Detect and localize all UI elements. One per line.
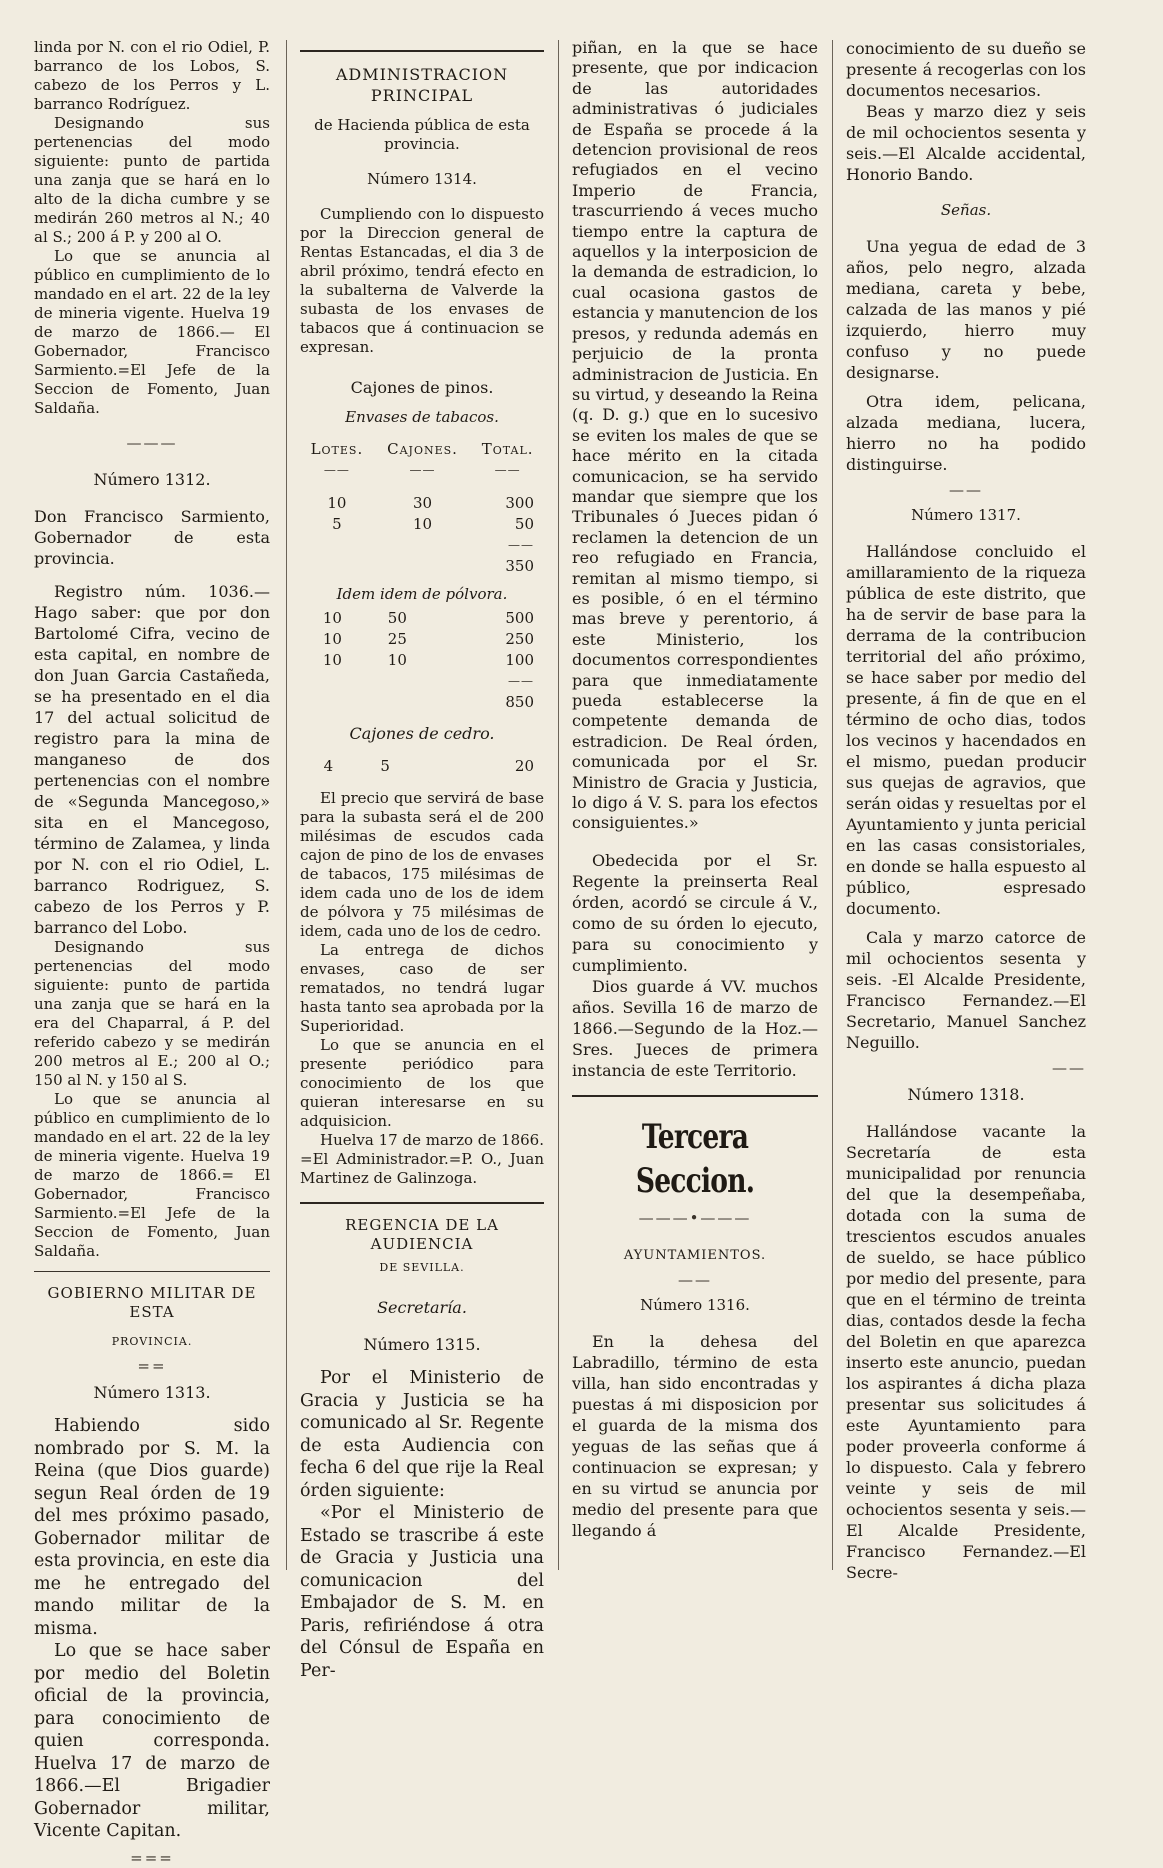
column-header: Total. bbox=[481, 440, 534, 458]
paragraph: Cala y marzo catorce de mil ochocientos sesenta y seis. -El Alcalde Presidente, Francisco Fernandez.—El Secretario, Manuel Sanchez Neguillo. bbox=[846, 928, 1086, 1052]
paragraph: Habiendo sido nombrado por S. M. la Reina (que Dios guarde) segun Real órden de 19 del mes próximo pasado, Gobernador militar de esta provincia, en este dia me he entregado del mando militar de la misma. bbox=[34, 1416, 270, 1639]
paragraph: Lo que se anuncia en el presente periódico para conocimiento de los que quieran interesarse en su adquisicion. bbox=[300, 1036, 544, 1130]
paragraph: Huelva 17 de marzo de 1866. =El Administrador.=P. O., Juan Martinez de Galinzoga. bbox=[300, 1131, 544, 1187]
notice-number: Número 1315. bbox=[363, 1335, 481, 1354]
notice-number: Número 1314. bbox=[367, 170, 477, 188]
lots-table bbox=[300, 439, 544, 577]
column-rule bbox=[558, 40, 559, 1570]
table-cell: 10 bbox=[322, 609, 342, 627]
separator: —— bbox=[949, 481, 983, 499]
table-cell: 5 bbox=[332, 515, 342, 533]
table-row bbox=[300, 650, 544, 671]
column-rule bbox=[286, 40, 287, 1570]
table-cell: 30 bbox=[413, 494, 433, 512]
paragraph: Designando sus pertenencias del modo siguiente: punto de partida una zanja que se hará en la era del Chaparral, á P. del referido cabezo y se medirán 200 metros al E.; 200 al O.; 150 al N. y 150 al S. bbox=[34, 938, 270, 1089]
table-row bbox=[300, 629, 544, 650]
table-cell: 20 bbox=[514, 757, 534, 775]
section-title: REGENCIA DE LA AUDIENCIA bbox=[345, 1216, 499, 1253]
paragraph: Cumpliendo con lo dispuesto por la Direccion general de Rentas Estancadas, el dia 3 de abril próximo, tendrá efecto en la subalterna de Valverde la subasta de los envases de tabacos que á continuacion se expresan. bbox=[300, 205, 544, 356]
notice-number: Número 1318. bbox=[907, 1085, 1025, 1104]
separator: —— bbox=[678, 1270, 712, 1289]
section-subtitle: de Hacienda pública de esta provincia. bbox=[314, 116, 530, 153]
paragraph: Dios guarde á VV. muchos años. Sevilla 16 de marzo de 1866.—Segundo de la Hoz.—Sres. Jueces de primera instancia de este Territorio. bbox=[572, 976, 818, 1080]
column-3 bbox=[572, 38, 818, 1590]
separator: ——— bbox=[126, 434, 178, 452]
paragraph: piñan, en la que se hace presente, que por indicacion de las autoridades administrativas ó judiciales de España se procede á la detencion provisional de reos refugiados en el vecino Imperio de Francia, trascurriendo á veces mucho tiempo entre la captura de aquellos y la interposicion de la demanda de estradicion, lo cual ocasiona gastos de estancia y manutencion de los presos, y redunda además en perjuicio de la pronta administracion de Justicia. En su virtud, y deseando la Reina (q. D. g.) que en lo sucesivo se eviten los males de que se hace mérito en la citada comunicacion, se ha servido mandar que siempre que los Tribunales ó Jueces pidan ó reclamen la detencion de un reo refugiado en Francia, remitan al mismo tiempo, si es posible, ó en el término mas breve y perentorio, á este Ministerio, los documentos correspondientes para que inmediatamente pueda establecerse la competente demanda de estradicion. De Real órden, comunicada por el Sr. Ministro de Gracia y Justicia, lo digo á V. S. para los efectos consiguientes.» bbox=[572, 38, 818, 833]
paragraph: Lo que se anuncia al público en cumplimiento de lo mandado en el art. 22 de la ley de mineria vigente. Huelva 19 de marzo de 1866.— El Gobernador, Francisco Sarmiento.=El Jefe de la Seccion de Fomento, Juan Saldaña. bbox=[34, 247, 270, 417]
column-header: Lotes. bbox=[310, 440, 364, 458]
table-cell: 10 bbox=[322, 651, 342, 669]
table-row bbox=[300, 608, 544, 629]
section-title: AYUNTAMIENTOS. bbox=[623, 1247, 767, 1263]
table-total-row bbox=[300, 556, 544, 577]
paragraph: La entrega de dichos envases, caso de ser rematados, no tendrá lugar hasta tanto sea aprobada por la Superioridad. bbox=[300, 941, 544, 1035]
column-1 bbox=[34, 38, 270, 1867]
dash: —— bbox=[409, 463, 436, 477]
paragraph: Lo que se anuncia al público en cumplimiento de lo mandado en el art. 22 de la ley de mineria vigente. Huelva 19 de marzo de 1866.= El Gobernador, Francisco Sarmiento.=El Jefe de la Seccion de Fomento, Juan Saldaña. bbox=[34, 1090, 270, 1260]
section-rule bbox=[34, 1271, 270, 1272]
paragraph: Beas y marzo diez y seis de mil ochocientos sesenta y seis.—El Alcalde accidental, Honorio Bando. bbox=[846, 102, 1086, 184]
section-subtitle: PROVINCIA. bbox=[111, 1335, 193, 1348]
paragraph: linda por N. con el rio Odiel, P. barranco de los Lobos, S. cabezo de los Perros y L. barranco Rodríguez. bbox=[34, 38, 270, 113]
dash: —— bbox=[323, 463, 350, 477]
paragraph: Por el Ministerio de Gracia y Justicia se ha comunicado al Sr. Regente de esta Audiencia con fecha 6 del que rije la Real órden siguiente: bbox=[300, 1368, 544, 1501]
column-2 bbox=[300, 38, 544, 1681]
table-cell: 10 bbox=[322, 630, 342, 648]
table-cell: 50 bbox=[514, 515, 534, 533]
table-cell: 500 bbox=[505, 609, 534, 627]
table-subtitle: Idem idem de pólvora. bbox=[336, 585, 508, 603]
section-title: ADMINISTRACION PRINCIPAL bbox=[335, 65, 509, 105]
table-subtitle: Cajones de cedro. bbox=[349, 724, 495, 743]
section-subtitle: Señas. bbox=[940, 201, 992, 219]
paragraph: Hallándose vacante la Secretaría de esta municipalidad por renuncia del que la desempeñaba, dotada con la suma de trescientos escudos anuales de sueldo, se hace público por medio del presente, para que en el término de treinta dias, contados desde la fecha del Boletin en que aparezca inserto este anuncio, puedan los aspirantes á dicha plaza presentar sus solicitudes á este Ayuntamiento para poder proveerla conforme á lo dispuesto. Cala y febrero veinte y seis de mil ochocientos sesenta y seis.— El Alcalde Presidente, Francisco Fernandez.—El Secre- bbox=[846, 1122, 1086, 1582]
table-cell: 25 bbox=[387, 630, 407, 648]
paragraph: En la dehesa del Labradillo, término de esta villa, han sido encontradas y puestas á mi disposicion por el guarda de la misma dos yeguas de las señas que á continuacion se expresan; y en su virtud se anuncia por medio del presente para que llegando á bbox=[572, 1331, 818, 1540]
separator: === bbox=[130, 1848, 174, 1867]
section-rule bbox=[572, 1095, 818, 1097]
table-cell: 50 bbox=[387, 609, 407, 627]
notice-number: Número 1316. bbox=[640, 1295, 750, 1314]
table-cell: 4 bbox=[323, 757, 334, 775]
table-row bbox=[300, 756, 544, 777]
column-rule bbox=[832, 40, 833, 1570]
table-cell: 10 bbox=[387, 651, 407, 669]
section-rule bbox=[300, 1202, 544, 1204]
paragraph: Registro núm. 1036.—Hago saber: que por don Bartolomé Cifra, vecino de esta capital, en nombre de don Juan Garcia Castañeda, se ha presentado en el dia 17 del actual solicitud de registro para la mina de manganeso de dos pertenencias con el nombre de «Segunda Mancegoso,» sita en el Mancegoso, término de Zalamea, y linda por N. con el rio Odiel, L. barranco Rodriguez, S. cabezo de los Perros y P. barranco del Lobo. bbox=[34, 582, 270, 937]
paragraph: «Por el Ministerio de Estado se trascribe á este de Gracia y Justicia una comunicacion del Embajador de S. M. en Paris, refiriéndose á otra del Cónsul de España en Per- bbox=[300, 1503, 544, 1681]
dash: —— bbox=[508, 538, 534, 552]
table-cell: 100 bbox=[505, 651, 534, 669]
paragraph: El precio que servirá de base para la subasta será el de 200 milésimas de escudos cada cajon de pino de los de envases de tabacos, 175 milésimas de idem cada uno de los de idem de pólvora y 75 milésimas de idem, cada uno de los de cedro. bbox=[300, 789, 544, 940]
paragraph: Obedecida por el Sr. Regente la preinserta Real órden, acordó se circule á V., como de su órden lo ejecuto, para su conocimiento y cumplimiento. bbox=[572, 850, 818, 975]
separator: ———•——— bbox=[638, 1208, 752, 1227]
table-cell: 5 bbox=[380, 757, 390, 775]
table-subtitle: Envases de tabacos. bbox=[345, 408, 499, 426]
section-subtitle: DE SEVILLA. bbox=[379, 1261, 465, 1274]
dash: —— bbox=[494, 463, 521, 477]
section-rule bbox=[300, 50, 544, 52]
separator: == bbox=[137, 1357, 167, 1375]
table-total: 350 bbox=[505, 557, 534, 575]
table-row bbox=[300, 493, 544, 514]
table-cell: 10 bbox=[327, 494, 347, 512]
table-total: 850 bbox=[505, 693, 534, 711]
paragraph: Lo que se hace saber por medio del Boletin oficial de la provincia, para conocimiento de quien corresponda. Huelva 17 de marzo de 1866.—El Brigadier Gobernador militar, Vicente Capitan. bbox=[34, 1641, 270, 1841]
column-4 bbox=[846, 38, 1086, 1590]
paragraph: Hallándose concluido el amillaramiento de la riqueza pública de este distrito, que ha de servir de base para la derrama de la contribucion territorial del año próximo, se hace saber por medio del presente, á fin de que en el término de ocho dias, todos los vecinos y hacendados en el mismo, puedan producir sus quejas de agravios, que serán oidas y resueltas por el Ayuntamiento y junta pericial en las casas consistoriales, en donde se halla espuesto al público, espresado documento. bbox=[846, 542, 1086, 918]
table-total-row bbox=[300, 692, 544, 713]
separator: —— bbox=[1052, 1059, 1086, 1077]
table-cell: 250 bbox=[505, 630, 534, 648]
table-cell: 300 bbox=[505, 494, 534, 512]
paragraph: Otra idem, pelicana, alzada mediana, lucera, hierro no ha podido distinguirse. bbox=[846, 392, 1086, 474]
paragraph: conocimiento de su dueño se presente á recogerlas con los documentos necesarios. bbox=[846, 39, 1086, 100]
paragraph: Una yegua de edad de 3 años, pelo negro, alzada mediana, careta y bebe, calzada de las manos y pié izquierdo, hierro muy confuso y no puede designarse. bbox=[846, 237, 1086, 382]
section-heading: Tercera Seccion. bbox=[635, 1116, 755, 1201]
notice-number: Número 1312. bbox=[93, 470, 211, 489]
table-title: Cajones de pinos. bbox=[350, 378, 494, 397]
dash: —— bbox=[508, 674, 534, 688]
paragraph: Designando sus pertenencias del modo siguiente: punto de partida una zanja que se hará en lo alto de la dicha cumbre y se medirán 260 metros al N.; 40 al S.; 200 á P. y 200 al O. bbox=[34, 114, 270, 246]
lots-table bbox=[300, 608, 544, 713]
table-row bbox=[300, 514, 544, 535]
section-subtitle: Secretaría. bbox=[377, 1298, 467, 1317]
notice-number: Número 1313. bbox=[93, 1383, 211, 1402]
section-title: GOBIERNO MILITAR DE ESTA bbox=[47, 1284, 257, 1321]
column-header: Cajones. bbox=[387, 440, 458, 458]
notice-number: Número 1317. bbox=[911, 506, 1021, 524]
table-cell: 10 bbox=[413, 515, 433, 533]
lots-table bbox=[300, 756, 544, 777]
paragraph: Don Francisco Sarmiento, Gobernador de esta provincia. bbox=[34, 507, 270, 568]
